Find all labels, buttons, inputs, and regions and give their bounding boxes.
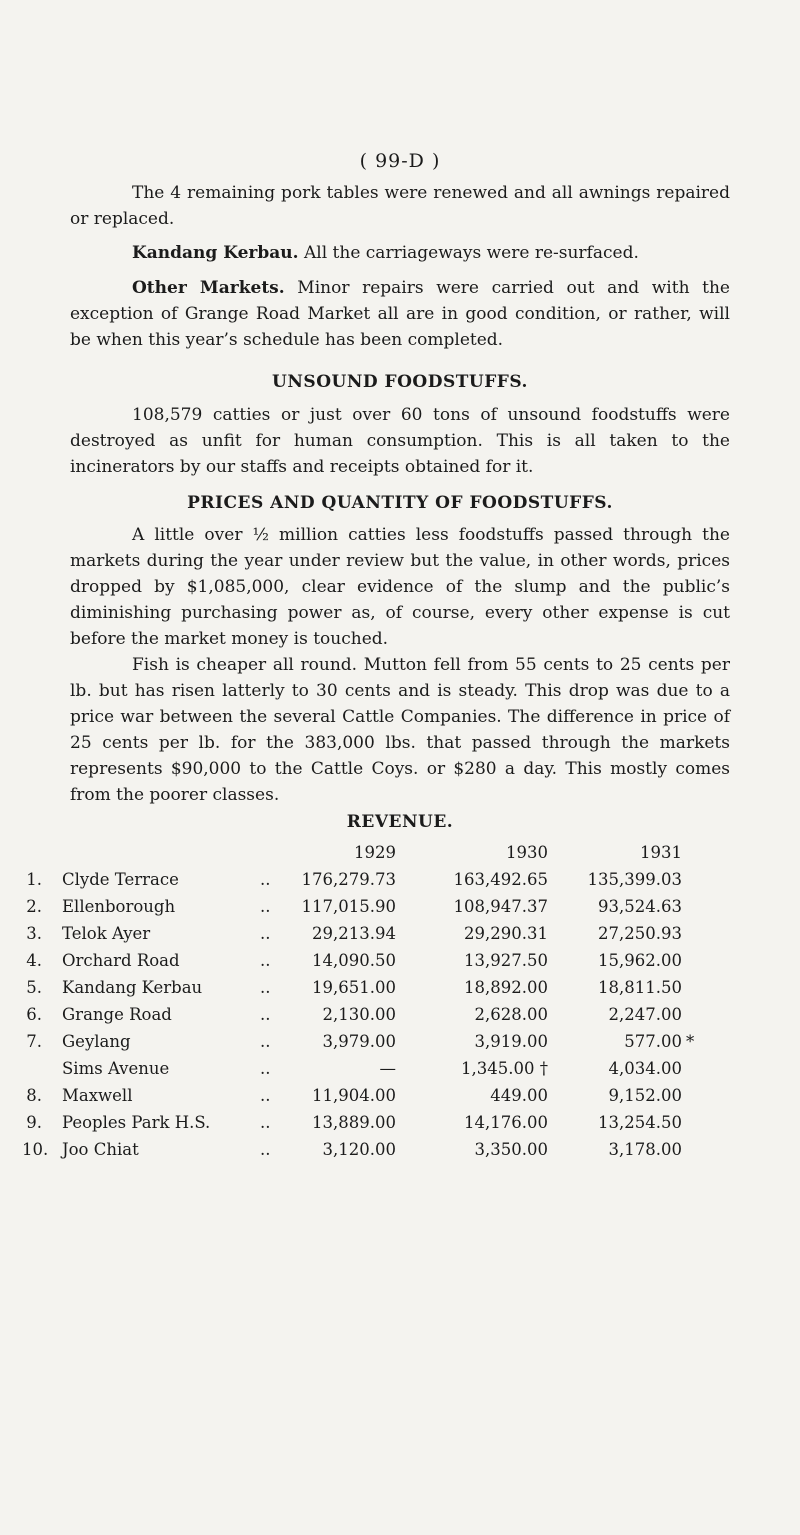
revenue-year-header bbox=[0, 843, 800, 867]
row-number: 3. bbox=[26, 924, 42, 943]
value-1931: 15,962.00 bbox=[598, 951, 682, 970]
revenue-row bbox=[0, 924, 800, 948]
paragraph-prices bbox=[70, 522, 730, 652]
other-lead: Other Markets. bbox=[132, 278, 285, 298]
unsound-heading: UNSOUND FOODSTUFFS. bbox=[272, 372, 528, 392]
revenue-row bbox=[0, 1113, 800, 1137]
revenue-row bbox=[0, 1032, 800, 1056]
paragraph-kandang bbox=[70, 240, 730, 266]
value-1929: 3,120.00 bbox=[322, 1140, 396, 1159]
leader-dots: .. bbox=[260, 1113, 271, 1132]
value-1929: 11,904.00 bbox=[312, 1086, 396, 1105]
kandang-text: All the carriageways were re-surfaced. bbox=[303, 243, 639, 263]
pork-text: The 4 remaining pork tables were renewed and all awnings repaired or replaced. bbox=[70, 183, 730, 229]
value-1931: 3,178.00 bbox=[608, 1140, 682, 1159]
value-1930: 14,176.00 bbox=[464, 1113, 548, 1132]
row-number: 2. bbox=[26, 897, 42, 916]
value-1929: — bbox=[379, 1059, 396, 1078]
market-name: Geylang bbox=[62, 1032, 131, 1051]
value-1930: 449.00 bbox=[490, 1086, 548, 1105]
row-number: 6. bbox=[26, 1005, 42, 1024]
paragraph-pork bbox=[70, 180, 730, 232]
value-1931: 9,152.00 bbox=[608, 1086, 682, 1105]
unsound-text: 108,579 catties or just over 60 tons of unsound foodstuffs were destroyed as unfit for human consumption. This is all taken to the incinerators by our staffs and receipts obtained for it. bbox=[70, 405, 730, 477]
value-1929: 176,279.73 bbox=[301, 870, 396, 889]
value-1931: 135,399.03 bbox=[587, 870, 682, 889]
paragraph-other-markets bbox=[70, 275, 730, 353]
leader-dots: .. bbox=[260, 1140, 271, 1159]
leader-dots: .. bbox=[260, 951, 271, 970]
footnote-mark: * bbox=[686, 1032, 695, 1051]
value-1930: 13,927.50 bbox=[464, 951, 548, 970]
revenue-year: 1930 bbox=[506, 843, 548, 862]
leader-dots: .. bbox=[260, 978, 271, 997]
revenue-year: 1929 bbox=[354, 843, 396, 862]
value-1929: 117,015.90 bbox=[301, 897, 396, 916]
value-1931: 27,250.93 bbox=[598, 924, 682, 943]
leader-dots: .. bbox=[260, 1032, 271, 1051]
value-1931: 2,247.00 bbox=[608, 1005, 682, 1024]
leader-dots: .. bbox=[260, 1086, 271, 1105]
market-name: Orchard Road bbox=[62, 951, 180, 970]
market-name: Clyde Terrace bbox=[62, 870, 179, 889]
revenue-row bbox=[0, 1005, 800, 1029]
market-name: Peoples Park H.S. bbox=[62, 1113, 211, 1132]
prices-heading: PRICES AND QUANTITY OF FOODSTUFFS. bbox=[187, 493, 613, 513]
value-1931: 577.00 bbox=[624, 1032, 682, 1051]
fish-text: Fish is cheaper all round. Mutton fell from 55 cents to 25 cents per lb. but has risen latterly to 30 cents and is steady. This drop was due to a price war between the several Cattle Companies. The difference in price of 25 cents per lb. for the 383,000 lbs. that passed through the markets represents $90,000 to the Cattle Coys. or $280 a day. This mostly comes from the poorer classes. bbox=[70, 655, 730, 805]
revenue-row bbox=[0, 951, 800, 975]
value-1930: 2,628.00 bbox=[474, 1005, 548, 1024]
revenue-row bbox=[0, 978, 800, 1002]
value-1930: 1,345.00 † bbox=[461, 1059, 548, 1078]
revenue-row bbox=[0, 1140, 800, 1164]
revenue-row bbox=[0, 1059, 800, 1083]
value-1929: 13,889.00 bbox=[312, 1113, 396, 1132]
row-number: 1. bbox=[26, 870, 42, 889]
value-1930: 3,919.00 bbox=[474, 1032, 548, 1051]
market-name: Maxwell bbox=[62, 1086, 133, 1105]
revenue-heading: REVENUE. bbox=[346, 812, 454, 832]
paragraph-unsound bbox=[70, 402, 730, 480]
row-number: 10. bbox=[22, 1140, 49, 1159]
value-1931: 93,524.63 bbox=[598, 897, 682, 916]
row-number: 5. bbox=[26, 978, 42, 997]
revenue-year: 1931 bbox=[640, 843, 682, 862]
value-1931: 18,811.50 bbox=[598, 978, 682, 997]
leader-dots: .. bbox=[260, 1059, 271, 1078]
value-1931: 4,034.00 bbox=[608, 1059, 682, 1078]
leader-dots: .. bbox=[260, 870, 271, 889]
kandang-lead: Kandang Kerbau. bbox=[132, 243, 299, 263]
leader-dots: .. bbox=[260, 924, 271, 943]
value-1930: 3,350.00 bbox=[474, 1140, 548, 1159]
row-number: 4. bbox=[26, 951, 42, 970]
value-1929: 3,979.00 bbox=[322, 1032, 396, 1051]
row-number: 9. bbox=[26, 1113, 42, 1132]
value-1929: 19,651.00 bbox=[312, 978, 396, 997]
market-name: Grange Road bbox=[62, 1005, 172, 1024]
revenue-row bbox=[0, 897, 800, 921]
value-1929: 14,090.50 bbox=[312, 951, 396, 970]
market-name: Kandang Kerbau bbox=[62, 978, 203, 997]
row-number: 8. bbox=[26, 1086, 42, 1105]
value-1930: 29,290.31 bbox=[464, 924, 548, 943]
market-name: Sims Avenue bbox=[62, 1059, 170, 1078]
leader-dots: .. bbox=[260, 1005, 271, 1024]
market-name: Joo Chiat bbox=[62, 1140, 139, 1159]
row-number: 7. bbox=[26, 1032, 42, 1051]
value-1930: 18,892.00 bbox=[464, 978, 548, 997]
page-number: ( 99-D ) bbox=[359, 150, 441, 172]
prices-text: A little over ½ million catties less foodstuffs passed through the markets during the year under review but the value, in other words, prices dropped by $1,085,000, clear evidence of the slump and the public’s diminishing purchasing power as, of course, every other expense is cut before the market money is touched. bbox=[70, 525, 730, 649]
market-name: Telok Ayer bbox=[62, 924, 151, 943]
value-1929: 29,213.94 bbox=[312, 924, 396, 943]
market-name: Ellenborough bbox=[62, 897, 176, 916]
value-1930: 108,947.37 bbox=[453, 897, 548, 916]
leader-dots: .. bbox=[260, 897, 271, 916]
revenue-row bbox=[0, 870, 800, 894]
revenue-row bbox=[0, 1086, 800, 1110]
value-1931: 13,254.50 bbox=[598, 1113, 682, 1132]
paragraph-fish bbox=[70, 652, 730, 808]
value-1930: 163,492.65 bbox=[453, 870, 548, 889]
other-text: Minor repairs were carried out and with the exception of Grange Road Market all are in good condition, or rather, will be when this year’s schedule has been completed. bbox=[70, 278, 730, 350]
value-1929: 2,130.00 bbox=[322, 1005, 396, 1024]
